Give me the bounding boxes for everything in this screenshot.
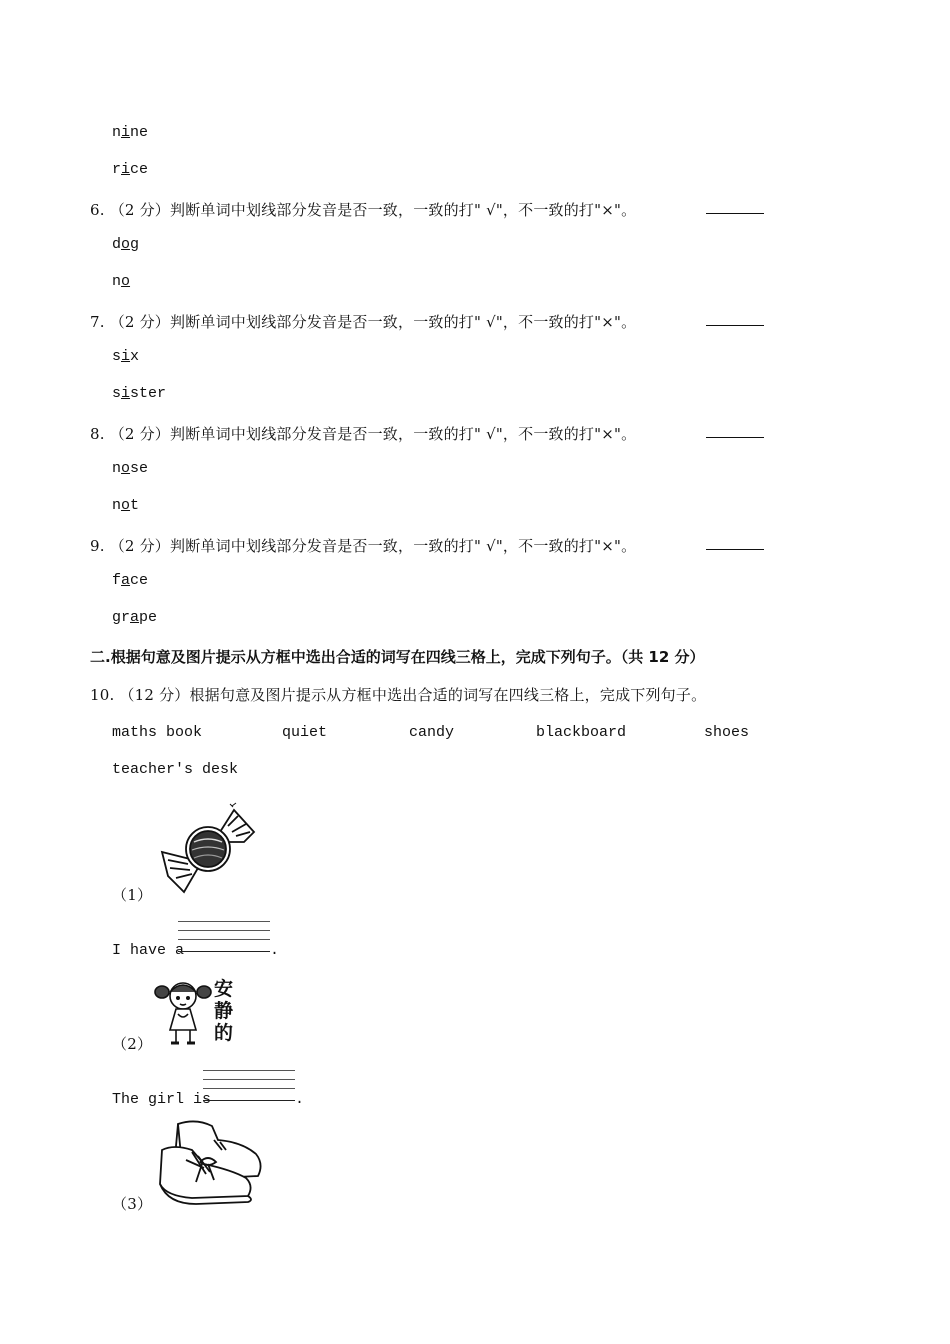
word-no: no <box>112 273 131 290</box>
word-sister: sister <box>112 385 167 402</box>
option-candy: candy <box>409 724 455 741</box>
answer-blank-9[interactable] <box>706 536 764 554</box>
word-dog: dog <box>112 236 140 253</box>
answer-blank-8[interactable] <box>706 424 764 442</box>
word-not: not <box>112 497 140 514</box>
section-2-heading: 二.根据句意及图片提示从方框中选出合适的词写在四线三格上，完成下列句子。（共 12 分） <box>90 648 705 666</box>
quiet-char-2: 静 <box>214 1000 234 1022</box>
quiet-girl-image <box>152 976 216 1048</box>
word-nose: nose <box>112 460 149 477</box>
four-line-grid-1[interactable] <box>178 921 270 953</box>
quiet-chars <box>214 978 236 1044</box>
question-10: 10. （12 分）根据句意及图片提示从方框中选出合适的词写在四线三格上，完成下列句子。 <box>90 686 707 704</box>
option-quiet: quiet <box>282 724 328 741</box>
candy-image <box>158 802 258 898</box>
question-7: 7. （2 分）判断单词中划线部分发音是否一致，一致的打" √"，不一致的打"×"。 <box>90 313 637 331</box>
quiet-char-1: 安 <box>214 978 234 1000</box>
sentence-1-after: . <box>270 942 280 959</box>
question-8: 8. （2 分）判断单词中划线部分发音是否一致，一致的打" √"，不一致的打"×"。 <box>90 425 637 443</box>
option-teachers-desk: teacher's desk <box>112 761 239 778</box>
four-line-grid-2[interactable] <box>203 1070 295 1102</box>
answer-blank-7[interactable] <box>706 312 764 330</box>
item-1-label: （1） <box>112 886 153 904</box>
shoes-image <box>156 1116 268 1208</box>
sentence-2-before: The girl is <box>112 1091 212 1108</box>
word-face: face <box>112 572 149 589</box>
word-grape: grape <box>112 609 158 626</box>
option-maths-book: maths book <box>112 724 203 741</box>
word-six: six <box>112 348 140 365</box>
question-9: 9. （2 分）判断单词中划线部分发音是否一致，一致的打" √"，不一致的打"×"。 <box>90 537 637 555</box>
quiet-char-3: 的 <box>214 1022 234 1044</box>
option-shoes: shoes <box>704 724 750 741</box>
question-6: 6. （2 分）判断单词中划线部分发音是否一致，一致的打" √"，不一致的打"×"。 <box>90 201 637 219</box>
item-2-label: （2） <box>112 1035 153 1053</box>
option-blackboard: blackboard <box>536 724 627 741</box>
word-rice: rice <box>112 161 149 178</box>
answer-blank-6[interactable] <box>706 200 764 218</box>
sentence-2-after: . <box>295 1091 305 1108</box>
word-nine: nine <box>112 124 149 141</box>
item-3-label: （3） <box>112 1195 153 1213</box>
sentence-1-before: I have a <box>112 942 185 959</box>
